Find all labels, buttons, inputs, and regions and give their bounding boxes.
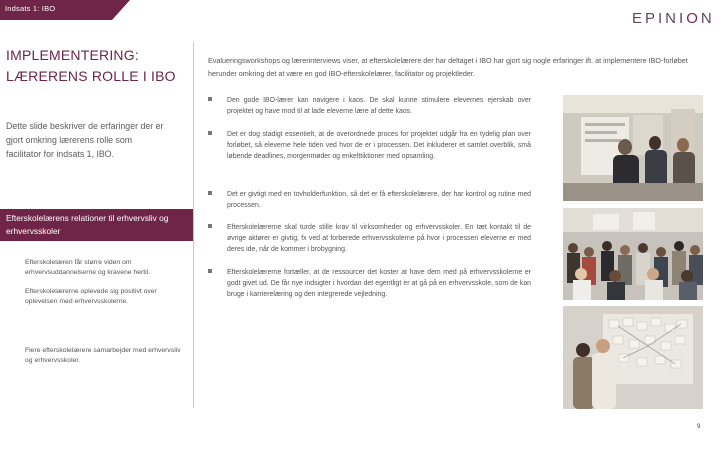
column-divider: [193, 42, 194, 408]
section-tab: [0, 0, 130, 20]
relations-heading: Efterskolelærens relationer til erhvervsliv og erhvervsskoler: [6, 213, 169, 236]
relations-item: Efterskolelæren får større viden om erhvervsuddannelserne og kravene hertil.: [25, 259, 151, 276]
page-title: IMPLEMENTERING: LÆRERENS ROLLE I IBO: [6, 47, 176, 84]
bullet-marker-icon: [208, 97, 212, 101]
bullet-marker-icon: [208, 191, 212, 195]
epinion-logo: EPINION: [632, 10, 715, 27]
workshop-photo-crowd: [563, 208, 703, 300]
page-number: 9: [697, 424, 701, 430]
relations-more: Flere efterskolelærere samarbejder med erhvervsliv og erhvervsskoler.: [25, 347, 181, 364]
workshop-photo-postit-wall: [563, 306, 703, 409]
lead-text: Evalueringsworkshops og lærerinterviews viser, at efterskolelærere der har deltaget i IBO har gjort sig nogle erfaringer ift. at implementere IBO-forløbet herunder omkring det at være en god IBO-efterskolelærer, facilitator og projektleder.: [208, 56, 688, 78]
section-tab-label: Indsats 1: IBO: [5, 4, 56, 13]
relations-item: Efterskolelærerne oplevede sig positivt over oplevelsen med erhvervsskolerne.: [25, 288, 157, 305]
bullet-marker-icon: [208, 224, 212, 228]
intro-text: Dette slide beskriver de erfaringer der er gjort omkring lærerens rolle som facilitator for indsats 1, IBO.: [6, 121, 164, 159]
bullet-marker-icon: [208, 131, 212, 135]
relations-list: [25, 258, 185, 316]
relations-band: [0, 209, 193, 241]
workshop-photo-whiteboard: [563, 95, 703, 201]
bullet-marker-icon: [208, 269, 212, 273]
